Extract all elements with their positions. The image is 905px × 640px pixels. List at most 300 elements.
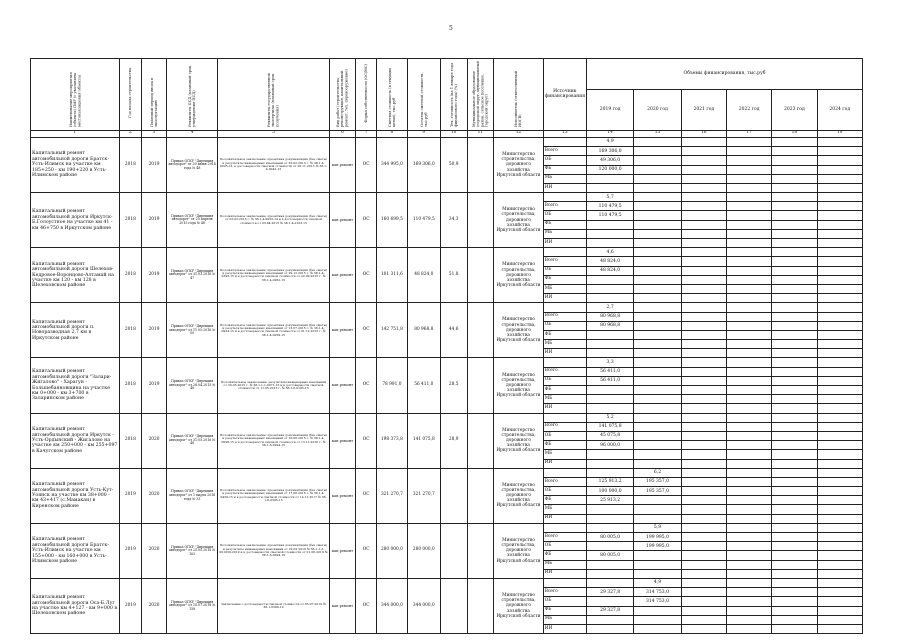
amount-2020 — [634, 624, 681, 633]
psd-requisites: Приказ ОГКУ "Дирекция автодорог" от 10.07.2018 № 158 — [166, 578, 217, 633]
readiness-percent: 28,5 — [440, 358, 467, 413]
amount-empty — [772, 266, 817, 275]
amount-2019 — [586, 459, 633, 468]
amount-empty — [681, 459, 726, 468]
amount-2020 — [634, 147, 681, 156]
amount-empty — [726, 220, 771, 229]
ownership: ОС — [356, 193, 377, 248]
amount-empty — [817, 183, 862, 192]
year-2020: 2020 год — [634, 90, 681, 131]
ownership: ОС — [356, 468, 377, 523]
marker-empty — [772, 578, 817, 587]
amount-2020 — [634, 349, 681, 358]
project-row — [31, 303, 863, 312]
amount-empty — [817, 312, 862, 321]
remaining-cost: 141 075,8 — [407, 413, 440, 468]
amount-empty — [772, 459, 817, 468]
column-number: 17 — [726, 130, 771, 137]
marker-empty — [817, 358, 862, 367]
amount-empty — [681, 312, 726, 321]
amount-empty — [681, 349, 726, 358]
psd-requisites: Приказ ОГКУ "Дирекция автодорог" от 30 июня 2014 года № 48 — [166, 137, 217, 192]
amount-empty — [726, 229, 771, 238]
marker-empty — [817, 468, 862, 477]
funding-source: МБ — [543, 505, 586, 514]
estimated-cost: 280 000,0 — [376, 523, 407, 578]
amount-empty — [726, 514, 771, 523]
amount-empty — [772, 340, 817, 349]
marker-2019 — [586, 578, 633, 587]
amount-empty — [726, 588, 771, 597]
amount-empty — [726, 165, 771, 174]
psd-requisites: Приказ ОГКУ "Дирекция автодорог" от 29 апреля 2015 года № 48 — [166, 193, 217, 248]
amount-empty — [817, 450, 862, 459]
marker-empty — [817, 413, 862, 422]
marker-empty — [681, 413, 726, 422]
source-blank — [543, 413, 586, 422]
amount-empty — [772, 560, 817, 569]
amount-2019: 80 005,0 — [586, 533, 633, 542]
end-year: 2019 — [142, 303, 167, 358]
work-type: кап.ремонт — [329, 358, 356, 413]
expertise-requisites: Положительное заключение: проектная документация (без сметы) и результаты инженерных изысканий от 22.02.2019 № 38-1-1-3-001039-2019 и в достоверности сметной стоимости от 01.06.2019 № 38-1-6-0394-19 — [218, 523, 329, 578]
start-year: 2018 — [119, 303, 142, 358]
amount-empty — [726, 477, 771, 486]
header-col-10: Тех. готовность (на 1 января года финансового года) (%) — [449, 62, 458, 127]
amount-2019: 80 005,0 — [586, 551, 633, 560]
amount-2019: 45 075,8 — [586, 431, 633, 440]
project-row — [31, 248, 863, 257]
marker-2019 — [586, 468, 633, 477]
amount-2019 — [586, 505, 633, 514]
amount-empty — [726, 376, 771, 385]
amount-empty — [772, 569, 817, 578]
investment-program-table — [30, 58, 863, 634]
amount-empty — [817, 220, 862, 229]
project-row — [31, 413, 863, 422]
marker-empty — [772, 468, 817, 477]
funding-source: Всего — [543, 588, 586, 597]
amount-empty — [772, 211, 817, 220]
amount-empty — [772, 533, 817, 542]
amount-empty — [726, 349, 771, 358]
table-body — [31, 137, 863, 633]
column-number: 14 — [586, 130, 633, 137]
source-blank — [543, 578, 586, 587]
amount-empty — [681, 174, 726, 183]
start-year: 2019 — [119, 578, 142, 633]
end-year: 2020 — [142, 413, 167, 468]
column-number: 8 — [376, 130, 407, 137]
funding-source: ФБ — [543, 220, 586, 229]
marker-empty — [817, 523, 862, 532]
amount-empty — [681, 496, 726, 505]
amount-2019: 169 306,0 — [586, 147, 633, 156]
amount-empty — [772, 349, 817, 358]
amount-2020 — [634, 459, 681, 468]
project-name: Капитальный ремонт автомобильной дороги Иркутск - Усть-Ордынский - Жигалово на участке км 250+000 - км 255+097 в Качугском районе — [31, 413, 120, 468]
funding-source: ФБ — [543, 165, 586, 174]
marker-empty — [726, 137, 771, 146]
amount-2019 — [586, 239, 633, 248]
amount-2020 — [634, 220, 681, 229]
column-number: 4 — [166, 130, 217, 137]
marker-empty — [681, 578, 726, 587]
amount-empty — [681, 487, 726, 496]
amount-empty — [772, 588, 817, 597]
estimated-cost: 344 995,0 — [376, 137, 407, 192]
column-numbers-row — [31, 130, 863, 137]
executor-ministry: Министерство строительства, дорожного хозяйства Иркутской области — [494, 137, 543, 192]
marker-2019: 3,3 — [586, 358, 633, 367]
amount-empty — [817, 147, 862, 156]
amount-empty — [681, 422, 726, 431]
header-col-3: Плановый период ввода в эксплуатацию — [149, 77, 159, 127]
year-2023: 2023 год — [772, 90, 817, 131]
header-col-2: Год начала строительства — [128, 68, 133, 118]
amount-empty — [681, 569, 726, 578]
remaining-cost: 169 306,0 — [407, 137, 440, 192]
amount-2019: 29 327,8 — [586, 588, 633, 597]
amount-2020 — [634, 165, 681, 174]
column-number: 5 — [218, 130, 329, 137]
project-name: Капитальный ремонт автомобильной дороги Оса-Б.Луг на участке км 4+127 - км 9+000 в Шелеховском районе — [31, 578, 120, 633]
amount-empty — [726, 422, 771, 431]
executor-ministry: Министерство строительства, дорожного хозяйства Иркутской области — [494, 193, 543, 248]
amount-empty — [817, 615, 862, 624]
amount-2020 — [634, 367, 681, 376]
amount-2020 — [634, 386, 681, 395]
amount-empty — [772, 615, 817, 624]
work-type: кап.ремонт — [329, 523, 356, 578]
start-year: 2019 — [119, 468, 142, 523]
amount-empty — [817, 505, 862, 514]
amount-2019: 120 000,0 — [586, 165, 633, 174]
amount-empty — [726, 505, 771, 514]
amount-2019 — [586, 597, 633, 606]
amount-2019 — [586, 340, 633, 349]
estimated-cost: 198 373,8 — [376, 413, 407, 468]
estimated-cost: 160 699,5 — [376, 193, 407, 248]
funding-source: Всего — [543, 147, 586, 156]
funding-source: МБ — [543, 174, 586, 183]
amount-2019 — [586, 542, 633, 551]
amount-2020 — [634, 156, 681, 165]
expertise-requisites: Положительное заключение: проектная документация (без сметы) и результаты инженерных изысканий от 17.08.2016 г. № 38-1-4-0439-15 и в достоверности сметной стоимости от 14.11.2017 № 38-1-6-0295-15 — [218, 468, 329, 523]
column-number: 18 — [772, 130, 817, 137]
funding-source: МБ — [543, 340, 586, 349]
amount-empty — [817, 330, 862, 339]
amount-2020 — [634, 551, 681, 560]
amount-2020 — [634, 514, 681, 523]
amount-2020 — [634, 294, 681, 303]
amount-2019 — [586, 183, 633, 192]
amount-empty — [817, 514, 862, 523]
project-row — [31, 137, 863, 146]
source-blank — [543, 523, 586, 532]
municipality — [467, 193, 494, 248]
funding-source: ИИ — [543, 294, 586, 303]
funding-source: ФБ — [543, 496, 586, 505]
municipality — [467, 358, 494, 413]
amount-2020 — [634, 312, 681, 321]
funding-source: ОБ — [543, 376, 586, 385]
marker-empty — [726, 468, 771, 477]
header-col-7: Форма собственности (ОС/МС) — [364, 63, 369, 123]
amount-empty — [681, 202, 726, 211]
amount-2020 — [634, 606, 681, 615]
remaining-cost: 344 000,0 — [407, 578, 440, 633]
amount-empty — [817, 624, 862, 633]
amount-2019 — [586, 624, 633, 633]
amount-2020: 199 995,0 — [634, 542, 681, 551]
source-blank — [543, 248, 586, 257]
amount-empty — [681, 257, 726, 266]
start-year: 2019 — [119, 523, 142, 578]
work-type: кап.ремонт — [329, 578, 356, 633]
ownership: ОС — [356, 358, 377, 413]
marker-2020 — [634, 137, 681, 146]
amount-empty — [772, 606, 817, 615]
remaining-cost: 80 968,8 — [407, 303, 440, 358]
amount-empty — [817, 294, 862, 303]
funding-source: Всего — [543, 202, 586, 211]
amount-empty — [772, 450, 817, 459]
amount-2019 — [586, 330, 633, 339]
amount-empty — [681, 395, 726, 404]
marker-empty — [681, 358, 726, 367]
amount-empty — [817, 386, 862, 395]
amount-empty — [772, 165, 817, 174]
amount-empty — [681, 340, 726, 349]
amount-empty — [726, 615, 771, 624]
amount-2019: 96 000,0 — [586, 441, 633, 450]
funding-source: ФБ — [543, 330, 586, 339]
remaining-cost: 56 411,0 — [407, 358, 440, 413]
amount-empty — [817, 376, 862, 385]
expertise-requisites: Положительное заключение: результаты инженерных изысканий от 30.03.2015 г. № 38-1-1-1-0071-15 и в достоверности сметной стоимости от 11.05.2015 г. № 38-1-6-0105-15 — [218, 358, 329, 413]
estimated-cost: 101 311,6 — [376, 248, 407, 303]
marker-2019: 4,9 — [586, 137, 633, 146]
marker-empty — [772, 193, 817, 202]
amount-empty — [726, 239, 771, 248]
amount-empty — [726, 211, 771, 220]
marker-2020 — [634, 248, 681, 257]
amount-empty — [772, 477, 817, 486]
amount-empty — [726, 202, 771, 211]
amount-empty — [681, 615, 726, 624]
executor-ministry: Министерство строительства, дорожного хозяйства Иркутской области — [494, 248, 543, 303]
amount-empty — [726, 257, 771, 266]
amount-2020 — [634, 441, 681, 450]
amount-empty — [817, 202, 862, 211]
amount-empty — [817, 551, 862, 560]
header-col-5: Реквизиты государственной экспертизы (плановый срок получения) — [267, 73, 280, 127]
amount-2020 — [634, 404, 681, 413]
funding-title: Объемы финансирования, тыс.руб — [586, 59, 862, 90]
funding-source: ИИ — [543, 569, 586, 578]
work-type: кап.ремонт — [329, 248, 356, 303]
marker-2020: 4,9 — [634, 578, 681, 587]
end-year: 2020 — [142, 468, 167, 523]
amount-2019: 110 479,5 — [586, 202, 633, 211]
amount-empty — [681, 597, 726, 606]
funding-source: ОБ — [543, 156, 586, 165]
amount-empty — [726, 284, 771, 293]
psd-requisites: Приказ ОГКУ "Дирекция автодорог" от 25.05.2018 № 103 — [166, 523, 217, 578]
amount-empty — [817, 156, 862, 165]
work-type: кап.ремонт — [329, 468, 356, 523]
psd-requisites: Приказ ОГКУ "Дирекция автодорог" от 31.05.2016 № 48 — [166, 413, 217, 468]
amount-empty — [772, 257, 817, 266]
amount-empty — [726, 597, 771, 606]
funding-source: ФБ — [543, 606, 586, 615]
amount-empty — [726, 542, 771, 551]
amount-2020: 314 753,0 — [634, 597, 681, 606]
amount-empty — [772, 321, 817, 330]
amount-empty — [772, 183, 817, 192]
amount-empty — [726, 606, 771, 615]
remaining-cost: 48 824,0 — [407, 248, 440, 303]
amount-empty — [772, 597, 817, 606]
amount-2020 — [634, 340, 681, 349]
marker-empty — [726, 578, 771, 587]
psd-requisites: Приказ ОГКУ "Дирекция автодорог" от 1 марта 2016 года № 33 — [166, 468, 217, 523]
amount-empty — [681, 220, 726, 229]
amount-empty — [681, 266, 726, 275]
marker-2019: 5,2 — [586, 413, 633, 422]
marker-2019: 4,6 — [586, 248, 633, 257]
amount-2020 — [634, 257, 681, 266]
amount-empty — [772, 386, 817, 395]
header-col-6: Вид работ (строительство, реконструкция, капитальный ремонт, тех. перевооружение) — [336, 69, 349, 127]
amount-empty — [817, 395, 862, 404]
amount-empty — [726, 174, 771, 183]
marker-2020: 5,9 — [634, 523, 681, 532]
amount-2020 — [634, 239, 681, 248]
funding-source: ОБ — [543, 487, 586, 496]
column-number: 10 — [440, 130, 467, 137]
amount-empty — [772, 376, 817, 385]
amount-empty — [772, 312, 817, 321]
amount-empty — [772, 422, 817, 431]
column-number: 15 — [634, 130, 681, 137]
amount-empty — [817, 266, 862, 275]
amount-empty — [681, 367, 726, 376]
marker-empty — [726, 523, 771, 532]
amount-2019: 141 075,8 — [586, 422, 633, 431]
funding-source: ИИ — [543, 349, 586, 358]
executor-ministry: Министерство строительства, дорожного хозяйства Иркутской области — [494, 413, 543, 468]
amount-2020 — [634, 395, 681, 404]
end-year: 2020 — [142, 578, 167, 633]
header-col-4: Реквизиты ПСД (плановый срок утверждения ПСД) — [188, 65, 197, 127]
column-number: 12 — [494, 130, 543, 137]
funding-source: ИИ — [543, 624, 586, 633]
marker-empty — [726, 248, 771, 257]
amount-2019 — [586, 284, 633, 293]
start-year: 2018 — [119, 358, 142, 413]
marker-empty — [681, 193, 726, 202]
amount-empty — [817, 284, 862, 293]
amount-empty — [681, 275, 726, 284]
amount-empty — [726, 395, 771, 404]
estimated-cost: 344 000,0 — [376, 578, 407, 633]
end-year: 2019 — [142, 248, 167, 303]
amount-2019 — [586, 349, 633, 358]
amount-2019 — [586, 395, 633, 404]
amount-empty — [772, 294, 817, 303]
marker-empty — [726, 413, 771, 422]
amount-empty — [681, 404, 726, 413]
amount-empty — [817, 321, 862, 330]
amount-empty — [681, 533, 726, 542]
amount-empty — [817, 477, 862, 486]
marker-empty — [772, 413, 817, 422]
amount-empty — [681, 156, 726, 165]
amount-2019: 49 306,0 — [586, 156, 633, 165]
amount-empty — [681, 211, 726, 220]
column-number: 3 — [142, 130, 167, 137]
source-blank — [543, 137, 586, 146]
funding-source: ФБ — [543, 551, 586, 560]
amount-empty — [726, 431, 771, 440]
amount-2019: 48 824,0 — [586, 257, 633, 266]
amount-2019 — [586, 229, 633, 238]
amount-empty — [726, 551, 771, 560]
amount-empty — [726, 624, 771, 633]
readiness-percent — [440, 578, 467, 633]
column-number: 1 — [31, 130, 120, 137]
amount-empty — [817, 340, 862, 349]
amount-empty — [681, 514, 726, 523]
funding-source: МБ — [543, 450, 586, 459]
amount-2019: 56 411,0 — [586, 367, 633, 376]
amount-empty — [726, 386, 771, 395]
amount-empty — [726, 312, 771, 321]
marker-2020 — [634, 413, 681, 422]
funding-source: МБ — [543, 615, 586, 624]
ownership: ОС — [356, 137, 377, 192]
amount-2020 — [634, 569, 681, 578]
readiness-percent: 34,3 — [440, 193, 467, 248]
work-type: кап.ремонт — [329, 413, 356, 468]
marker-2020 — [634, 303, 681, 312]
year-2024: 2024 год — [817, 90, 862, 131]
amount-empty — [817, 560, 862, 569]
amount-empty — [772, 202, 817, 211]
amount-2020 — [634, 284, 681, 293]
project-name: Капитальный ремонт автомобильной дороги Братск-Усть-Илимск на участке км 185+250 - км 190+220 в Усть-Илимском районе — [31, 137, 120, 192]
funding-source: ОБ — [543, 542, 586, 551]
project-name: Капитальный ремонт автомобильной дороги Шелехов-Кедровое-Воронцово-Алтамай на участке км 120 - км 128 в Шелеховском районе — [31, 248, 120, 303]
amount-2019: 80 968,8 — [586, 321, 633, 330]
amount-empty — [681, 321, 726, 330]
marker-empty — [772, 303, 817, 312]
amount-2020 — [634, 266, 681, 275]
project-row — [31, 523, 863, 532]
municipality — [467, 468, 494, 523]
amount-empty — [817, 229, 862, 238]
amount-empty — [681, 376, 726, 385]
amount-empty — [726, 321, 771, 330]
funding-source: МБ — [543, 395, 586, 404]
amount-2020 — [634, 174, 681, 183]
amount-2019: 125 913,2 — [586, 477, 633, 486]
funding-source: МБ — [543, 284, 586, 293]
amount-empty — [817, 275, 862, 284]
funding-source: МБ — [543, 560, 586, 569]
